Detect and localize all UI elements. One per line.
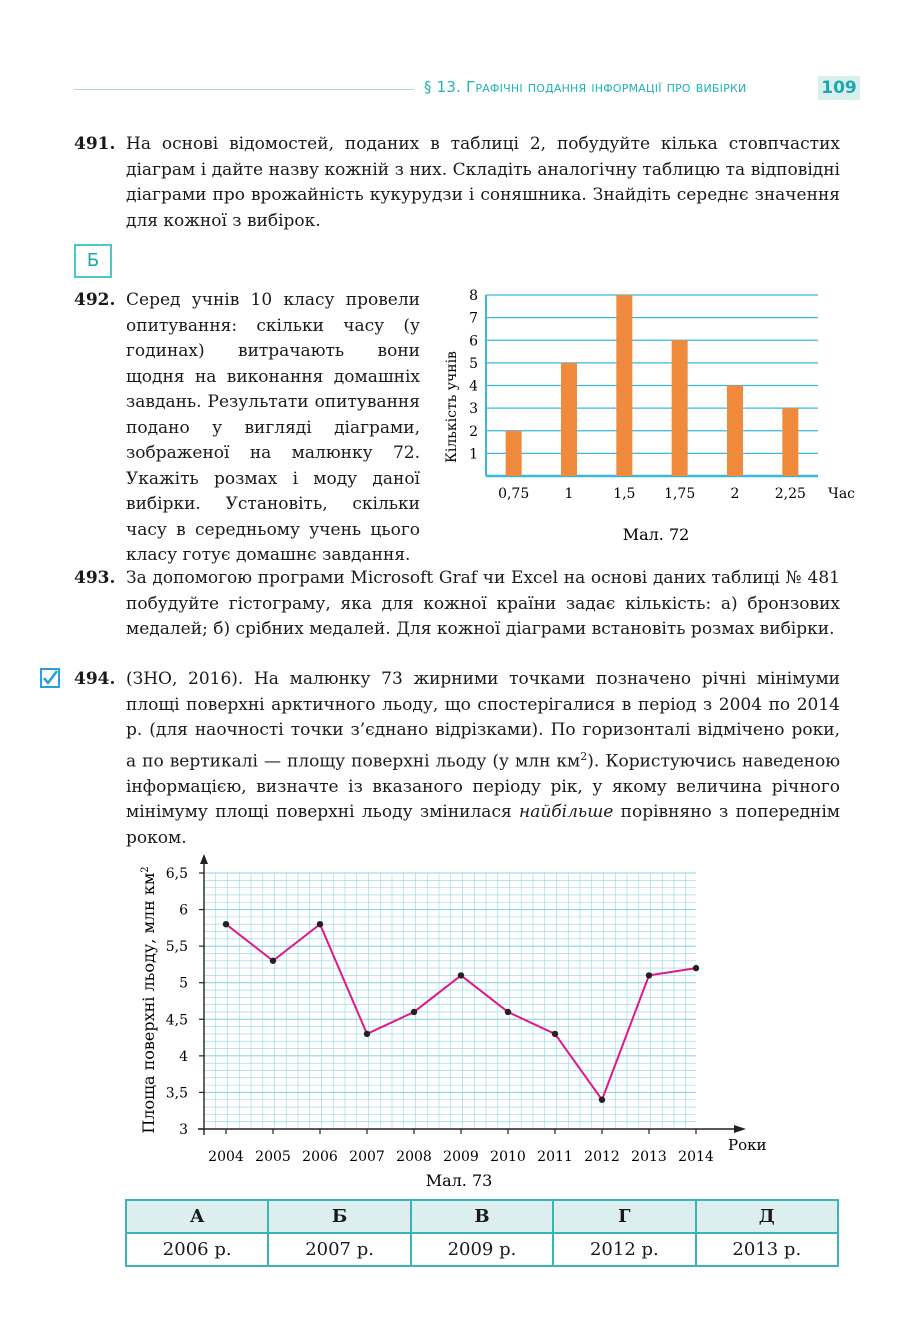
line-x-tick-label: 2013 (631, 1149, 667, 1165)
x-axis-arrow-icon (734, 1125, 746, 1133)
line-y-tick-label: 5,5 (165, 939, 188, 956)
problem-number: 493. (74, 568, 116, 588)
bar-x-tick-label: 1,75 (664, 486, 696, 502)
answer-letter-d: Д (696, 1200, 838, 1233)
problem-text: За допомогою програми Microsoft Graf чи Excel на основі даних таблиці № 481 побудуйте гістограму, яка для кожної країни задає кількість: а) бронзових медалей; б) срібних медалей. Для кожної діаграми встановіть розмах вибірки. (126, 568, 840, 639)
bar-x-tick-label: 2 (730, 486, 740, 502)
problem-text (126, 667, 840, 851)
problem-number: 492. (74, 290, 116, 310)
bar (616, 295, 632, 476)
line-x-tick-label: 2009 (443, 1149, 479, 1165)
bar-y-tick-label: 4 (469, 378, 478, 395)
line-x-tick-label: 2004 (208, 1149, 244, 1165)
bar-chart-ylabel: Кількість учнів (444, 351, 460, 463)
problem-text: Серед учнів 10 класу провели опитування: скільки часу (у годинах) витрачають вони щодня на виконання домашніх завдань. Результати опитування подано у вигляді діаграми, зображеної на малюнку 72. Укажіть розмах і моду даної вибірки. Установіть, скільки часу в середньому учень цього класу готує домашнє завдання. (126, 290, 420, 565)
line-x-tick-label: 2008 (396, 1149, 432, 1165)
problem-number: 491. (74, 134, 116, 154)
line-y-tick-label: 5 (179, 975, 188, 992)
bar-y-tick-label: 1 (469, 446, 478, 463)
bar-chart-xlabel: Час (828, 486, 856, 502)
bar-y-tick-label: 6 (469, 333, 478, 350)
bar (672, 340, 688, 476)
answer-header-row (126, 1200, 838, 1233)
line-data-point (552, 1031, 558, 1037)
line-data-point (317, 921, 323, 927)
line-data-point (411, 1009, 417, 1015)
answer-letter-a: А (126, 1200, 268, 1233)
superscript: 2 (580, 749, 588, 763)
line-x-tick-label: 2012 (584, 1149, 620, 1165)
bar-x-tick-label: 0,75 (498, 486, 530, 502)
line-chart-ylabel: Площа поверхні льоду, млн $км^2$ (139, 866, 158, 1134)
answer-value-v: 2009 р. (411, 1233, 553, 1266)
line-data-point (270, 958, 276, 964)
problem-text: На основі відомостей, поданих в таблиці 2, побудуйте кілька стовпчастих діаграм і дайте назву кожній з них. Складіть аналогічну таблицю та відповідні діаграми про врожайність кукурудзи і соняшника. Знайдіть середнє значення для кожної з вибірок. (126, 134, 840, 231)
page-number: 109 (818, 76, 860, 100)
line-data-point (646, 972, 652, 978)
bar-chart-caption: Мал. 72 (622, 525, 690, 544)
bar (782, 408, 798, 476)
line-x-tick-label: 2014 (678, 1149, 714, 1165)
line-y-tick-label: 4 (179, 1048, 188, 1065)
bar-x-tick-label: 1 (564, 486, 574, 502)
checkbox-checked-icon (40, 668, 60, 688)
difficulty-level-badge: Б (74, 244, 112, 278)
bar-x-tick-label: 2,25 (774, 486, 806, 502)
bar (561, 363, 577, 476)
bar-y-tick-label: 8 (469, 288, 478, 304)
line-data-point (505, 1009, 511, 1015)
line-data-point (364, 1031, 370, 1037)
line-x-tick-label: 2011 (537, 1149, 573, 1165)
answer-value-h: 2012 р. (553, 1233, 695, 1266)
line-chart-fig73 (130, 850, 780, 1195)
line-x-tick-label: 2010 (490, 1149, 526, 1165)
line-data-point (223, 921, 229, 927)
answer-value-d: 2013 р. (696, 1233, 838, 1266)
line-chart-xlabel: Роки (728, 1136, 767, 1154)
emphasis-text: найбільше (519, 802, 614, 823)
section-title: § 13. Графічні подання інформації про вибірки (424, 78, 747, 96)
bar-y-tick-label: 7 (469, 310, 478, 327)
bar-y-tick-label: 5 (469, 355, 478, 372)
bar-y-tick-label: 3 (469, 401, 478, 418)
bar-y-tick-label: 2 (469, 423, 478, 440)
line-x-tick-label: 2005 (255, 1149, 291, 1165)
line-x-tick-label: 2006 (302, 1149, 338, 1165)
line-y-tick-label: 4,5 (165, 1012, 188, 1029)
answer-value-b: 2007 р. (268, 1233, 410, 1266)
bar (727, 386, 743, 477)
bar-chart-x-ticks (498, 486, 806, 502)
line-y-tick-label: 3 (179, 1122, 188, 1138)
line-y-tick-label: 6 (179, 902, 188, 919)
problem-text-part: (ЗНО, 2016). На малюнку 73 жирними точками позначено річні мінімуми площі поверхні арктичного льоду, що спостерігалися в період з 2004 по 2014 р. (для наочності точки з’єднано відрізками). По горизонталі відмічено роки, а по вертикалі — площу поверхні льоду (у млн км (126, 669, 840, 772)
problem-number: 494. (74, 669, 116, 689)
answer-values-row (126, 1233, 838, 1266)
problem-text-part: порівняно з попереднім роком. (126, 802, 840, 848)
answer-letter-b: Б (268, 1200, 410, 1233)
bar-x-tick-label: 1,5 (613, 486, 636, 502)
answer-letter-v: В (411, 1200, 553, 1233)
line-data-point (599, 1097, 605, 1103)
bar-chart-y-ticks (469, 288, 478, 462)
line-x-tick-label: 2007 (349, 1149, 385, 1165)
bar-chart-fig72 (440, 282, 860, 552)
line-chart-grid (204, 873, 696, 1129)
line-y-tick-label: 6,5 (165, 866, 188, 882)
answer-options-table (125, 1199, 839, 1267)
bar-chart-grid (486, 295, 818, 476)
header-rule (74, 89, 414, 90)
line-data-point (458, 972, 464, 978)
line-y-tick-label: 3,5 (165, 1085, 188, 1102)
line-chart-caption: Мал. 73 (425, 1171, 493, 1190)
line-data-point (693, 965, 699, 971)
problem-text-part: ). Користуючись наведеною інформацією, визначте із вказаного періоду рік, у якому величина річного мінімуму площі поверхні льоду змінилася (126, 751, 840, 823)
line-chart-y-ticks (166, 866, 204, 1138)
bar (506, 431, 522, 476)
answer-value-a: 2006 р. (126, 1233, 268, 1266)
y-axis-arrow-icon (200, 854, 208, 864)
answer-letter-h: Г (553, 1200, 695, 1233)
line-chart-x-ticks (208, 1129, 714, 1165)
